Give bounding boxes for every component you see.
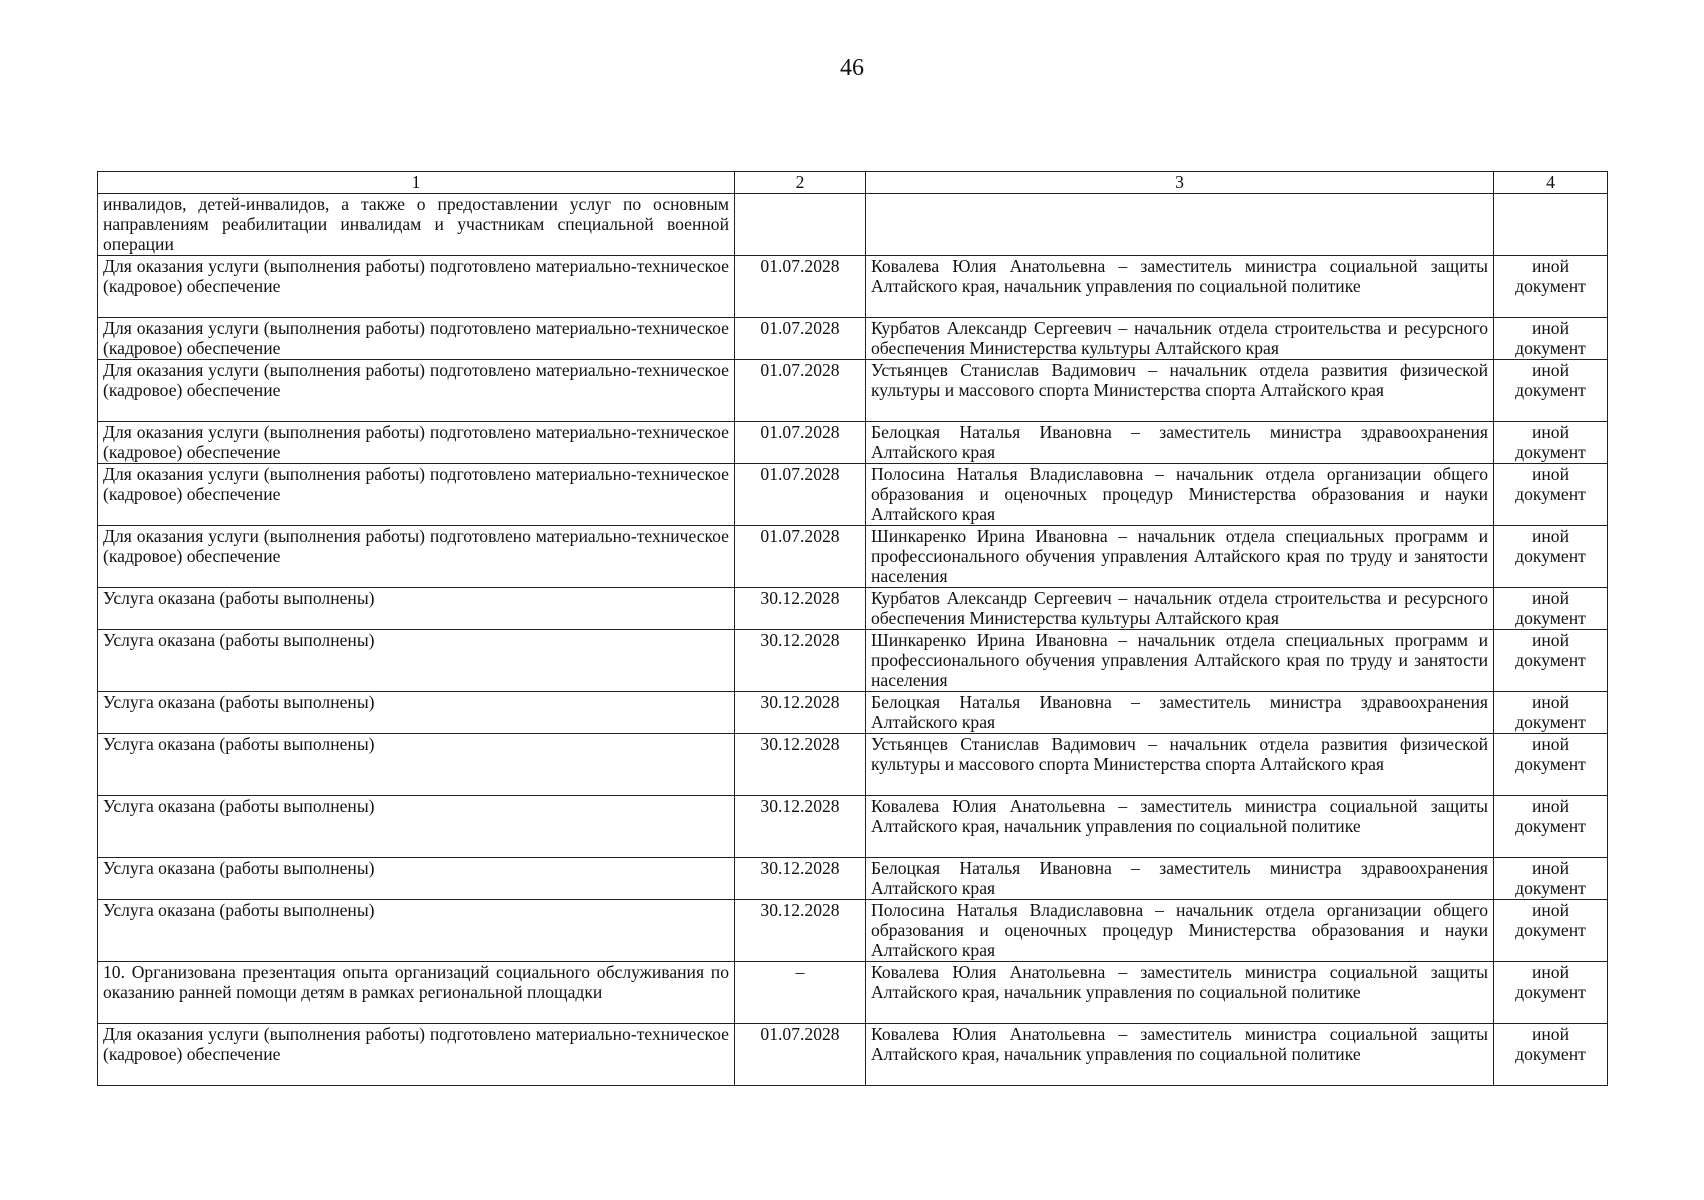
table-row <box>98 858 1608 900</box>
cell-document: иной документ <box>1494 526 1608 588</box>
cell-date: 01.07.2028 <box>735 526 866 588</box>
cell-date: 30.12.2028 <box>735 630 866 692</box>
cell-date: 01.07.2028 <box>735 318 866 360</box>
cell-responsible: Белоцкая Наталья Ивановна – заместитель министра здравоохранения Алтайского края <box>866 422 1494 464</box>
cell-responsible: Полосина Наталья Владиславовна – начальник отдела организации общего образования и оценочных процедур Министерства образования и науки Алтайского края <box>866 900 1494 962</box>
document-table <box>97 171 1608 1086</box>
cell-date: 01.07.2028 <box>735 256 866 318</box>
cell-document: иной документ <box>1494 858 1608 900</box>
table-row <box>98 318 1608 360</box>
cell-document: иной документ <box>1494 962 1608 1024</box>
table-row <box>98 360 1608 422</box>
cell-date: 01.07.2028 <box>735 422 866 464</box>
table-row <box>98 900 1608 962</box>
cell-description: Для оказания услуги (выполнения работы) подготовлено материально-техническое (кадровое) обеспечение <box>98 318 735 360</box>
cell-responsible <box>866 194 1494 256</box>
cell-responsible: Шинкаренко Ирина Ивановна – начальник отдела специальных программ и профессионального обучения управления Алтайского края по труду и занятости населения <box>866 526 1494 588</box>
cell-date: 01.07.2028 <box>735 360 866 422</box>
cell-document: иной документ <box>1494 900 1608 962</box>
cell-document: иной документ <box>1494 1024 1608 1086</box>
cell-responsible: Белоцкая Наталья Ивановна – заместитель министра здравоохранения Алтайского края <box>866 692 1494 734</box>
header-col-1: 1 <box>98 172 735 194</box>
cell-document: иной документ <box>1494 360 1608 422</box>
header-col-2: 2 <box>735 172 866 194</box>
cell-document: иной документ <box>1494 318 1608 360</box>
cell-description: Услуга оказана (работы выполнены) <box>98 796 735 858</box>
table-row <box>98 734 1608 796</box>
cell-description: 10. Организована презентация опыта организаций социального обслуживания по оказанию ранней помощи детям в рамках региональной площадки <box>98 962 735 1024</box>
cell-responsible: Курбатов Александр Сергеевич – начальник отдела строительства и ресурсного обеспечения Министерства культуры Алтайского края <box>866 588 1494 630</box>
cell-date: 30.12.2028 <box>735 692 866 734</box>
cell-date: 30.12.2028 <box>735 588 866 630</box>
table-row <box>98 422 1608 464</box>
table-row <box>98 630 1608 692</box>
table-row <box>98 796 1608 858</box>
cell-document: иной документ <box>1494 588 1608 630</box>
cell-responsible: Белоцкая Наталья Ивановна – заместитель министра здравоохранения Алтайского края <box>866 858 1494 900</box>
cell-responsible: Курбатов Александр Сергеевич – начальник отдела строительства и ресурсного обеспечения Министерства культуры Алтайского края <box>866 318 1494 360</box>
cell-responsible: Ковалева Юлия Анатольевна – заместитель министра социальной защиты Алтайского края, начальник управления по социальной политике <box>866 256 1494 318</box>
cell-description: Для оказания услуги (выполнения работы) подготовлено материально-техническое (кадровое) обеспечение <box>98 526 735 588</box>
cell-document: иной документ <box>1494 422 1608 464</box>
table-row <box>98 464 1608 526</box>
page-number: 46 <box>840 55 864 81</box>
cell-description: инвалидов, детей-инвалидов, а также о предоставлении услуг по основным направлениям реабилитации инвалидам и участникам специальной военной операции <box>98 194 735 256</box>
cell-description: Для оказания услуги (выполнения работы) подготовлено материально-техническое (кадровое) обеспечение <box>98 464 735 526</box>
cell-document: иной документ <box>1494 464 1608 526</box>
cell-date: 01.07.2028 <box>735 464 866 526</box>
cell-responsible: Устьянцев Станислав Вадимович – начальник отдела развития физической культуры и массового спорта Министерства спорта Алтайского края <box>866 360 1494 422</box>
cell-description: Услуга оказана (работы выполнены) <box>98 588 735 630</box>
cell-description: Услуга оказана (работы выполнены) <box>98 692 735 734</box>
cell-document: иной документ <box>1494 256 1608 318</box>
cell-description: Для оказания услуги (выполнения работы) подготовлено материально-техническое (кадровое) обеспечение <box>98 422 735 464</box>
table-row <box>98 588 1608 630</box>
cell-document: иной документ <box>1494 796 1608 858</box>
cell-description: Для оказания услуги (выполнения работы) подготовлено материально-техническое (кадровое) обеспечение <box>98 1024 735 1086</box>
cell-document <box>1494 194 1608 256</box>
table-row <box>98 1024 1608 1086</box>
cell-date: 30.12.2028 <box>735 796 866 858</box>
table-row <box>98 962 1608 1024</box>
cell-document: иной документ <box>1494 630 1608 692</box>
cell-description: Услуга оказана (работы выполнены) <box>98 900 735 962</box>
cell-responsible: Шинкаренко Ирина Ивановна – начальник отдела специальных программ и профессионального обучения управления Алтайского края по труду и занятости населения <box>866 630 1494 692</box>
table-row <box>98 194 1608 256</box>
table-row <box>98 256 1608 318</box>
cell-description: Услуга оказана (работы выполнены) <box>98 858 735 900</box>
cell-document: иной документ <box>1494 692 1608 734</box>
table-header-row <box>98 172 1608 194</box>
cell-description: Услуга оказана (работы выполнены) <box>98 630 735 692</box>
header-col-3: 3 <box>866 172 1494 194</box>
cell-date <box>735 194 866 256</box>
cell-date: 30.12.2028 <box>735 858 866 900</box>
header-col-4: 4 <box>1494 172 1608 194</box>
cell-date: 30.12.2028 <box>735 900 866 962</box>
cell-description: Для оказания услуги (выполнения работы) подготовлено материально-техническое (кадровое) обеспечение <box>98 360 735 422</box>
cell-responsible: Ковалева Юлия Анатольевна – заместитель министра социальной защиты Алтайского края, начальник управления по социальной политике <box>866 962 1494 1024</box>
cell-responsible: Ковалева Юлия Анатольевна – заместитель министра социальной защиты Алтайского края, начальник управления по социальной политике <box>866 1024 1494 1086</box>
cell-description: Услуга оказана (работы выполнены) <box>98 734 735 796</box>
cell-date: 30.12.2028 <box>735 734 866 796</box>
cell-description: Для оказания услуги (выполнения работы) подготовлено материально-техническое (кадровое) обеспечение <box>98 256 735 318</box>
table-row <box>98 692 1608 734</box>
cell-responsible: Полосина Наталья Владиславовна – начальник отдела организации общего образования и оценочных процедур Министерства образования и науки Алтайского края <box>866 464 1494 526</box>
cell-document: иной документ <box>1494 734 1608 796</box>
cell-responsible: Ковалева Юлия Анатольевна – заместитель министра социальной защиты Алтайского края, начальник управления по социальной политике <box>866 796 1494 858</box>
cell-date: – <box>735 962 866 1024</box>
cell-responsible: Устьянцев Станислав Вадимович – начальник отдела развития физической культуры и массового спорта Министерства спорта Алтайского края <box>866 734 1494 796</box>
cell-date: 01.07.2028 <box>735 1024 866 1086</box>
table-row <box>98 526 1608 588</box>
